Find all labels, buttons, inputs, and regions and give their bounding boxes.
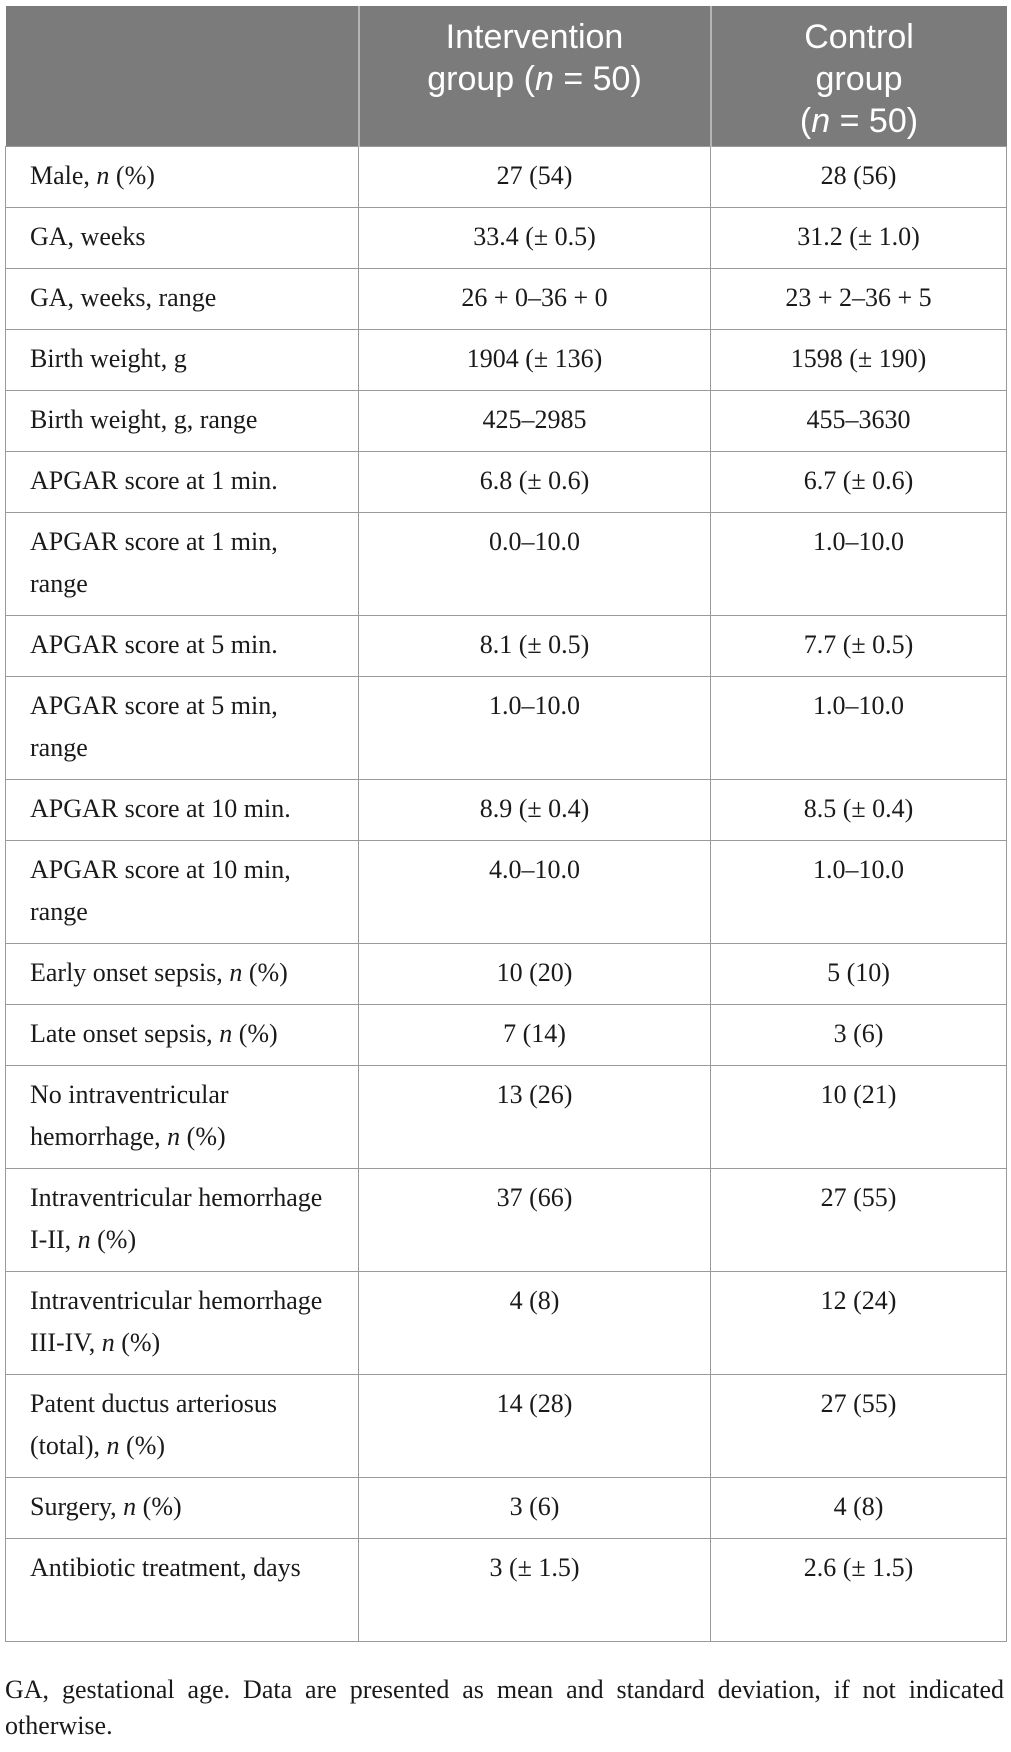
- table-row: [6, 1271, 1007, 1374]
- row-label-suffix: (%): [90, 1224, 137, 1254]
- row-label: [6, 390, 359, 451]
- control-value: 12 (24): [711, 1271, 1007, 1374]
- row-label-suffix: (%): [109, 160, 155, 190]
- row-label-n: n: [167, 1121, 181, 1151]
- table-row: [6, 1065, 1007, 1168]
- table-row: [6, 1168, 1007, 1271]
- control-value: 455–3630: [711, 390, 1007, 451]
- control-value: 6.7 (± 0.6): [711, 451, 1007, 512]
- intervention-value: 0.0–10.0: [359, 512, 711, 615]
- table-row: [6, 840, 1007, 943]
- table-row: [6, 1374, 1007, 1477]
- control-value: 5 (10): [711, 943, 1007, 1004]
- control-value: 3 (6): [711, 1004, 1007, 1065]
- control-value: 1598 (± 190): [711, 329, 1007, 390]
- control-value: 2.6 (± 1.5): [711, 1538, 1007, 1641]
- intervention-value: 37 (66): [359, 1168, 711, 1271]
- row-label: [6, 329, 359, 390]
- table-row: [6, 1477, 1007, 1538]
- row-label-text: APGAR score at 5 min.: [30, 629, 278, 659]
- table-row: [6, 390, 1007, 451]
- row-label-suffix: (%): [136, 1491, 182, 1521]
- control-value: 1.0–10.0: [711, 512, 1007, 615]
- table-row: [6, 268, 1007, 329]
- row-label-suffix: (%): [180, 1121, 226, 1151]
- intervention-value: 1904 (± 136): [359, 329, 711, 390]
- row-label-n: n: [96, 160, 110, 190]
- row-label: [6, 207, 359, 268]
- row-label-n: n: [229, 957, 243, 987]
- intervention-value: 14 (28): [359, 1374, 711, 1477]
- control-value: 7.7 (± 0.5): [711, 615, 1007, 676]
- control-value: 1.0–10.0: [711, 840, 1007, 943]
- row-label-n: n: [219, 1018, 233, 1048]
- table-footnote: GA, gestational age. Data are presented as mean and standard deviation, if not indicated otherwise.: [5, 1675, 1004, 1740]
- intervention-value: 6.8 (± 0.6): [359, 451, 711, 512]
- header-control-line2: group: [815, 60, 903, 98]
- row-label-text: Surgery,: [30, 1491, 124, 1521]
- row-label-text: Antibiotic treatment, days: [30, 1552, 301, 1582]
- row-label: [6, 1065, 359, 1168]
- row-label: [6, 146, 359, 207]
- intervention-value: 425–2985: [359, 390, 711, 451]
- table-row: [6, 1004, 1007, 1065]
- row-label-text: APGAR score at 10 min, range: [30, 854, 291, 926]
- row-label-text: APGAR score at 1 min.: [30, 465, 278, 495]
- row-label: [6, 1004, 359, 1065]
- row-label-text: Intraventricular hemorrhage III-IV,: [30, 1285, 323, 1357]
- control-value: 27 (55): [711, 1374, 1007, 1477]
- header-intervention-line2-post: = 50): [553, 60, 642, 98]
- intervention-value: 4 (8): [359, 1271, 711, 1374]
- control-value: 8.5 (± 0.4): [711, 779, 1007, 840]
- table-row: [6, 146, 1007, 207]
- header-intervention-line2-pre: group (: [427, 60, 535, 98]
- row-label: [6, 840, 359, 943]
- characteristics-table: [5, 6, 1007, 1642]
- table-row: [6, 451, 1007, 512]
- control-value: 28 (56): [711, 146, 1007, 207]
- control-value: 4 (8): [711, 1477, 1007, 1538]
- control-value: 31.2 (± 1.0): [711, 207, 1007, 268]
- row-label: [6, 1374, 359, 1477]
- row-label: [6, 512, 359, 615]
- row-label-text: Intraventricular hemorrhage I-II,: [30, 1182, 323, 1254]
- row-label-suffix: (%): [242, 957, 288, 987]
- row-label-suffix: (%): [119, 1430, 166, 1460]
- intervention-value: 10 (20): [359, 943, 711, 1004]
- table-row: [6, 207, 1007, 268]
- table-row: [6, 1538, 1007, 1641]
- header-blank-cell: [6, 6, 359, 146]
- row-label-text: Birth weight, g: [30, 343, 187, 373]
- row-label-n: n: [77, 1224, 91, 1254]
- row-label-suffix: (%): [232, 1018, 278, 1048]
- table-row: [6, 512, 1007, 615]
- row-label: [6, 779, 359, 840]
- row-label-n: n: [106, 1430, 120, 1460]
- row-label-text: GA, weeks, range: [30, 282, 217, 312]
- table-header: [6, 6, 1007, 146]
- row-label-n: n: [123, 1491, 137, 1521]
- header-control-line1: Control: [804, 18, 914, 56]
- row-label: [6, 1477, 359, 1538]
- row-label-suffix: (%): [114, 1327, 161, 1357]
- table-row: [6, 615, 1007, 676]
- row-label: [6, 676, 359, 779]
- table-body: [6, 146, 1007, 1641]
- row-label-text: No intraventricular hemorrhage,: [30, 1079, 229, 1151]
- control-value: 10 (21): [711, 1065, 1007, 1168]
- row-label-text: GA, weeks: [30, 221, 146, 251]
- row-label: [6, 268, 359, 329]
- intervention-value: 27 (54): [359, 146, 711, 207]
- table-row: [6, 329, 1007, 390]
- row-label-text: APGAR score at 10 min.: [30, 793, 291, 823]
- row-label-text: APGAR score at 5 min, range: [30, 690, 278, 762]
- row-label-text: Late onset sepsis,: [30, 1018, 220, 1048]
- row-label: [6, 451, 359, 512]
- table-row: [6, 943, 1007, 1004]
- control-value: 1.0–10.0: [711, 676, 1007, 779]
- row-label: [6, 1538, 359, 1641]
- intervention-value: 13 (26): [359, 1065, 711, 1168]
- row-label-text: Patent ductus arteriosus (total),: [30, 1388, 277, 1460]
- header-control-group: [711, 6, 1007, 146]
- header-intervention-n: n: [534, 60, 554, 98]
- row-label: [6, 1271, 359, 1374]
- intervention-value: 1.0–10.0: [359, 676, 711, 779]
- intervention-value: 7 (14): [359, 1004, 711, 1065]
- row-label: [6, 615, 359, 676]
- intervention-value: 8.1 (± 0.5): [359, 615, 711, 676]
- header-control-line3-pre: (: [799, 102, 812, 140]
- row-label: [6, 943, 359, 1004]
- control-value: 27 (55): [711, 1168, 1007, 1271]
- row-label-text: Birth weight, g, range: [30, 404, 258, 434]
- header-intervention-group: [359, 6, 711, 146]
- intervention-value: 8.9 (± 0.4): [359, 779, 711, 840]
- intervention-value: 33.4 (± 0.5): [359, 207, 711, 268]
- header-intervention-line1: Intervention: [445, 18, 624, 56]
- row-label-text: Male,: [30, 160, 97, 190]
- row-label: [6, 1168, 359, 1271]
- header-control-n: n: [811, 102, 831, 140]
- table-row: [6, 676, 1007, 779]
- table-row: [6, 779, 1007, 840]
- intervention-value: 3 (6): [359, 1477, 711, 1538]
- intervention-value: 26 + 0–36 + 0: [359, 268, 711, 329]
- header-control-line3-post: = 50): [830, 102, 919, 140]
- intervention-value: 3 (± 1.5): [359, 1538, 711, 1641]
- row-label-text: Early onset sepsis,: [30, 957, 230, 987]
- row-label-text: APGAR score at 1 min, range: [30, 526, 278, 598]
- intervention-value: 4.0–10.0: [359, 840, 711, 943]
- control-value: 23 + 2–36 + 5: [711, 268, 1007, 329]
- row-label-n: n: [101, 1327, 115, 1357]
